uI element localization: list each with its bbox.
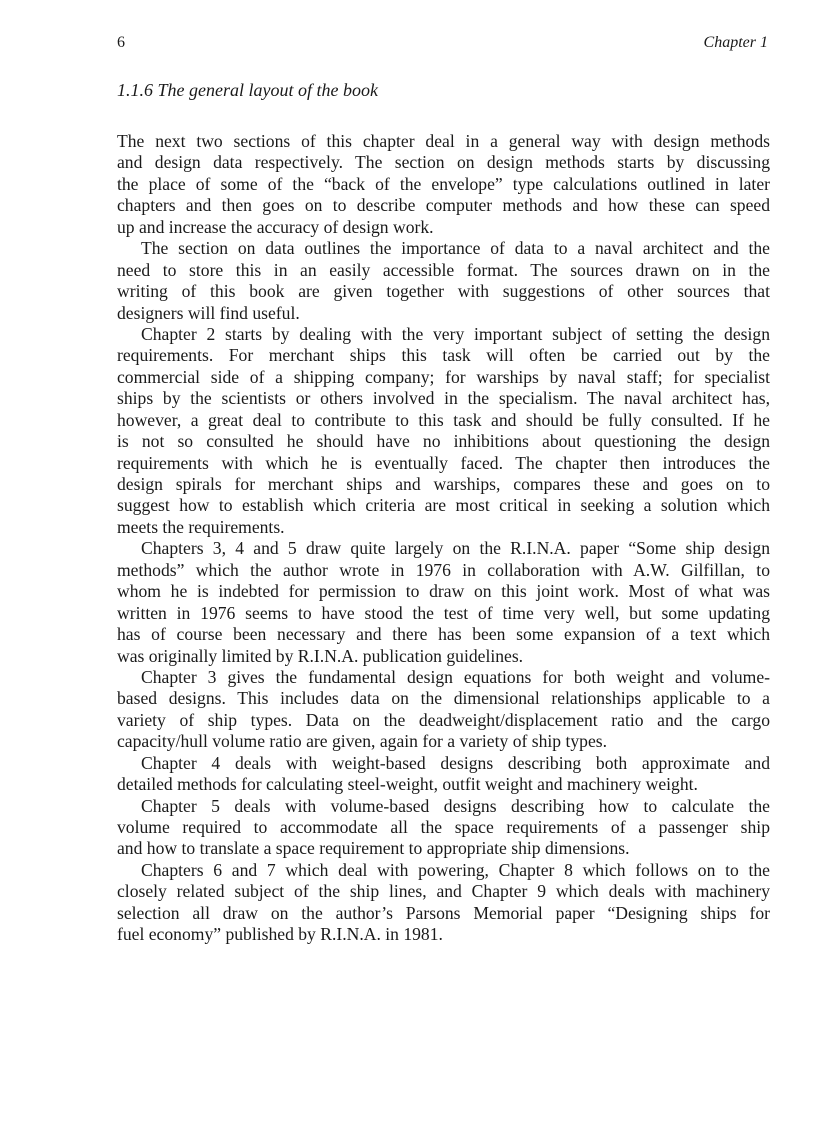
- text-line: volume required to accommodate all the space requirements of a passenger ship: [117, 817, 770, 837]
- text-line: the place of some of the “back of the envelope” type calculations outlined in later: [117, 173, 770, 194]
- text-line: designers will find useful.: [117, 302, 300, 323]
- text-line: ships by the scientists or others involved in the specialism. The naval architect has,: [117, 388, 770, 409]
- text-line: commercial side of a shipping company; for warships by naval staff; for specialist: [117, 366, 770, 387]
- text-line: and design data respectively. The section on design methods starts by discussing: [117, 152, 770, 173]
- text-line: closely related subject of the ship lines, and Chapter 9 which deals with machinery: [117, 881, 770, 902]
- text-line: Chapter 5 deals with volume-based designs describing how to calculate the: [141, 795, 770, 816]
- text-line: written in 1976 seems to have stood the test of time very well, but some updating: [117, 602, 770, 623]
- text-line: meets the requirements.: [117, 516, 285, 537]
- body-text: [117, 131, 770, 946]
- text-line: The next two sections of this chapter deal in a general way with design methods: [117, 131, 770, 151]
- text-line: Chapters 3, 4 and 5 draw quite largely on the R.I.N.A. paper “Some ship design: [141, 538, 770, 559]
- text-line: however, a great deal to contribute to this task and should be fully consulted. If he: [117, 409, 770, 430]
- text-line: methods” which the author wrote in 1976 in collaboration with A.W. Gilfillan, to: [117, 559, 770, 580]
- paragraph: [117, 796, 770, 860]
- running-head: Chapter 1: [703, 34, 768, 51]
- text-line: selection all draw on the author’s Parsons Memorial paper “Designing ships for: [117, 902, 770, 923]
- paragraph: [117, 860, 770, 946]
- text-line: requirements with which he is eventually faced. The chapter then introduces the: [117, 452, 770, 473]
- text-line: detailed methods for calculating steel-weight, outfit weight and machinery weight.: [117, 774, 698, 795]
- paragraph: [117, 238, 770, 324]
- text-line: requirements. For merchant ships this task will often be carried out by the: [117, 345, 770, 366]
- text-line: was originally limited by R.I.N.A. publication guidelines.: [117, 645, 524, 666]
- text-line: variety of ship types. Data on the deadweight/displacement ratio and the cargo: [117, 709, 770, 730]
- text-line: Chapter 3 gives the fundamental design equations for both weight and volume-: [141, 666, 770, 687]
- text-line: need to store this in an easily accessible format. The sources drawn on in the: [117, 259, 770, 280]
- text-line: Chapters 6 and 7 which deal with powering, Chapter 8 which follows on to the: [141, 859, 770, 880]
- text-line: and how to translate a space requirement to appropriate ship dimensions.: [117, 838, 630, 859]
- text-line: capacity/hull volume ratio are given, again for a variety of ship types.: [117, 731, 608, 752]
- text-line: based designs. This includes data on the dimensional relationships applicable to a: [117, 688, 770, 709]
- text-line: up and increase the accuracy of design work.: [117, 216, 434, 237]
- text-line: Chapter 2 starts by dealing with the very important subject of setting the design: [141, 323, 770, 344]
- text-line: fuel economy” published by R.I.N.A. in 1981.: [117, 924, 443, 945]
- paragraph: [117, 667, 770, 753]
- page-number: 6: [117, 34, 125, 51]
- paragraph: [117, 753, 770, 796]
- text-line: whom he is indebted for permission to draw on this joint work. Most of what was: [117, 581, 770, 602]
- text-line: has of course been necessary and there has been some expansion of a text which: [117, 624, 770, 645]
- paragraph: [117, 538, 770, 667]
- paragraph: [117, 324, 770, 538]
- text-line: Chapter 4 deals with weight-based designs describing both approximate and: [141, 752, 770, 773]
- paragraph: [117, 131, 770, 238]
- text-line: is not so consulted he should have no inhibitions about questioning the design: [117, 431, 770, 452]
- text-line: writing of this book are given together with suggestions of other sources that: [117, 281, 770, 302]
- text-line: The section on data outlines the importance of data to a naval architect and the: [141, 238, 770, 259]
- section-title: 1.1.6 The general layout of the book: [117, 80, 378, 100]
- text-line: chapters and then goes on to describe computer methods and how these can speed: [117, 195, 770, 216]
- text-line: suggest how to establish which criteria are most critical in seeking a solution which: [117, 495, 770, 516]
- text-line: design spirals for merchant ships and warships, compares these and goes on to: [117, 474, 770, 494]
